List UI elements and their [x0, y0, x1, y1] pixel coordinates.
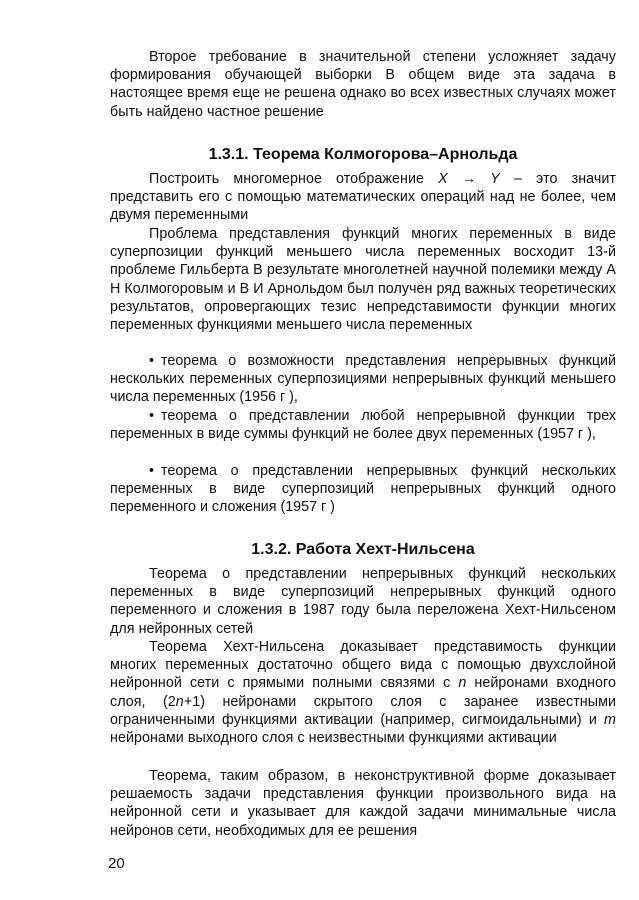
section1-paragraph-1 — [110, 170, 616, 225]
section-heading-kolmogorov-arnold: 1.3.1. Теорема Колмогорова–Арнольда — [208, 146, 518, 163]
section2-paragraph-3 — [110, 767, 616, 840]
s2-p2-c: +1) нейронами скрытого слоя с заранее известными ограниченными функциями активации (например, сигмоидальными) и — [110, 693, 616, 728]
s2-p2-b: нейронами входного слоя, (2 — [110, 675, 616, 710]
intro-text: Второе требование в значительной степени усложняет задачу формирования обучающей выборки В общем виде эта задача в настоящее время еще не решена однако во всех известных случаях может быть найдено частное решение — [110, 49, 616, 120]
section2-paragraph-2 — [110, 638, 616, 747]
bullet-item-1 — [110, 352, 616, 407]
s2-p2-a: Теорема Хехт-Нильсена доказывает представимость функции многих переменных достаточно общего вида с помощью двухслойной нейронной сети с прямыми полными связями с — [110, 639, 616, 692]
section-heading-hecht-nielsen: 1.3.2. Работа Хехт-Нильсена — [251, 541, 475, 558]
arrow-symbol: → — [447, 171, 491, 187]
section2-paragraph-1 — [110, 565, 616, 638]
s2-p2-d: нейронами выходного слоя с неизвестными функциями активации — [110, 730, 557, 747]
section1-paragraph-2 — [110, 225, 616, 334]
p2-text: Проблема представления функций многих переменных в виде суперпозиции функций меньшего числа переменных восходит 13-й проблеме Гильберта В результате многолетней научной полемики между А Н Колмогоровым и В И Арнольдом был получен ряд важных теоретических результатов, опровергающих тезис непредставимости функции многих переменных функциями меньшего числа переменных — [110, 226, 616, 334]
p1-after-text: – это значит представить его с помощью математических операций над не более, чем двумя переменными — [110, 171, 616, 224]
var-y: Y — [490, 171, 500, 187]
s2-p3-text: Теорема, таким образом, в неконструктивной форме доказывает решаемость задачи представления функции произвольного вида на нейронной сети и указывает для каждой задачи минимальные числа нейронов сети, необходимых для ее решения — [110, 768, 616, 839]
bullet-text: теорема о представлении непрерывных функций нескольких переменных в виде суперпозиций непрерывных функций одного переменного и сложения (1957 г ) — [110, 463, 616, 516]
intro-paragraph — [110, 48, 616, 121]
var-n: n — [175, 693, 184, 710]
bullet-icon: • — [149, 353, 155, 369]
bullet-item-2 — [110, 407, 616, 443]
bullet-icon: • — [149, 463, 155, 479]
s2-p1-text: Теорема о представлении непрерывных функций нескольких переменных в виде суперпозиций непрерывных функций одного переменного и сложения в 1987 году была переложена Хехт-Нильсеном для нейронных сетей — [110, 566, 616, 637]
var-m: m — [604, 711, 616, 728]
var-x: X — [438, 171, 448, 187]
bullet-item-3 — [110, 462, 616, 517]
bullet-text: теорема о возможности представления непрерывных функций нескольких переменных суперпозициями непрерывных функций меньшего числа переменных (1956 г ), — [110, 353, 616, 406]
p1-before-text: Построить многомерное отображение — [149, 171, 439, 187]
bullet-text: теорема о представлении любой непрерывной функции трех переменных в виде суммы функций не более двух переменных (1957 г ), — [110, 408, 616, 443]
bullet-icon: • — [149, 408, 155, 424]
page-number: 20 — [108, 855, 125, 872]
var-n: n — [458, 675, 467, 692]
